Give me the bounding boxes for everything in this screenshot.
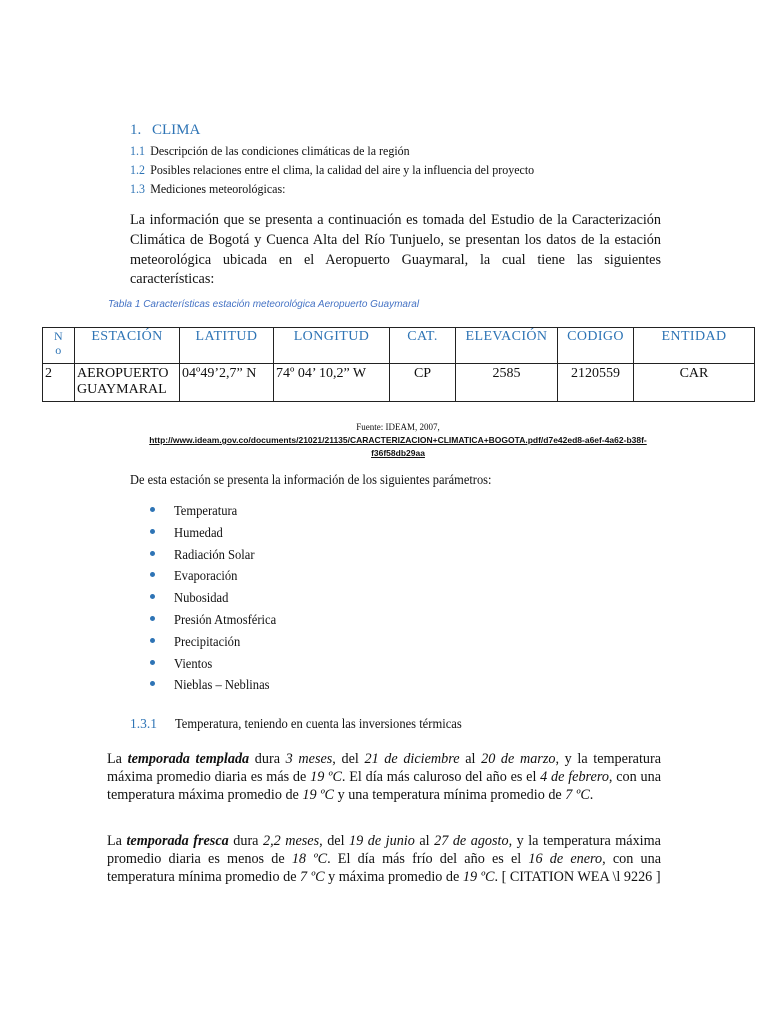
cell-entidad: CAR bbox=[634, 364, 755, 402]
section-number: 1. bbox=[130, 122, 142, 138]
bullet-icon bbox=[150, 594, 155, 599]
source-label: Fuente: IDEAM, 2007, bbox=[356, 422, 440, 432]
subsection-1-2 bbox=[130, 162, 534, 178]
bullet-icon bbox=[150, 638, 155, 643]
subsection-1-1 bbox=[130, 143, 410, 159]
intro-paragraph: La información que se presenta a continuación es tomada del Estudio de la Caracterización Climática de Bogotá y Cuenca Alta del Río Tunjuelo, se presentan los datos de la estación meteorológica ubicada en el Aeropuerto Guaymaral, la cual tiene las siguientes características: bbox=[130, 212, 661, 288]
table-source bbox=[42, 421, 754, 460]
header-cat: CAT. bbox=[390, 328, 456, 364]
header-latitud: LATITUD bbox=[180, 328, 274, 364]
subsection-1-3 bbox=[130, 181, 285, 197]
header-no: N o bbox=[43, 328, 75, 364]
header-elevacion: ELEVACIÓN bbox=[456, 328, 558, 364]
list-item: Nubosidad bbox=[150, 587, 284, 609]
list-item: Precipitación bbox=[150, 631, 284, 653]
subsection-text: Mediciones meteorológicas: bbox=[150, 181, 286, 196]
list-item: Temperatura bbox=[150, 500, 284, 522]
table-header-row bbox=[43, 328, 755, 364]
list-item: Evaporación bbox=[150, 565, 284, 587]
bullet-icon bbox=[150, 551, 155, 556]
table-row bbox=[43, 364, 755, 402]
parameters-intro: De esta estación se presenta la información de los siguientes parámetros: bbox=[130, 472, 492, 487]
subsection-text: Descripción de las condiciones climáticas de la región bbox=[150, 143, 410, 158]
cell-cat: CP bbox=[390, 364, 456, 402]
cell-longitud: 74º 04’ 10,2” W bbox=[274, 364, 390, 402]
header-estacion: ESTACIÓN bbox=[75, 328, 180, 364]
list-item: Radiación Solar bbox=[150, 544, 284, 566]
parameters-list bbox=[150, 500, 284, 696]
section-heading bbox=[130, 122, 200, 139]
source-link[interactable]: http://www.ideam.gov.co/documents/21021/21135/CARACTERIZACION+CLIMATICA+BOGOTA.pdf/d7e42ed8-a6ef-4a62-b38f- f36f58db29aa bbox=[149, 435, 647, 458]
bullet-icon bbox=[150, 529, 155, 534]
subsection-number: 1.3.1 bbox=[130, 716, 157, 731]
warm-season-paragraph: La temporada templada dura 3 meses, del 21 de diciembre al 20 de marzo, y la temperatura máxima promedio diaria es más de 19 ºC. El día más caluroso del año es el 4 de febrero, con una temperatura máxima promedio de 19 ºC y una temperatura mínima promedio de 7 ºC. bbox=[107, 751, 662, 804]
subsection-number: 1.2 bbox=[130, 162, 145, 177]
bullet-icon bbox=[150, 660, 155, 665]
subsection-number: 1.1 bbox=[130, 143, 145, 158]
bullet-icon bbox=[150, 681, 155, 686]
cell-no: 2 bbox=[43, 364, 75, 402]
subsection-number: 1.3 bbox=[130, 181, 145, 196]
list-item: Presión Atmosférica bbox=[150, 609, 284, 631]
cell-codigo: 2120559 bbox=[558, 364, 634, 402]
subsection-text: Temperatura, teniendo en cuenta las inversiones térmicas bbox=[175, 716, 462, 731]
cell-estacion: AEROPUERTO GUAYMARAL bbox=[75, 364, 180, 402]
bullet-icon bbox=[150, 572, 155, 577]
cell-elevacion: 2585 bbox=[456, 364, 558, 402]
header-codigo: CODIGO bbox=[558, 328, 634, 364]
section-title: CLIMA bbox=[152, 122, 201, 138]
subsection-1-3-1 bbox=[130, 716, 483, 732]
bullet-icon bbox=[150, 507, 155, 512]
cell-latitud: 04º49’2,7” N bbox=[180, 364, 274, 402]
cool-season-paragraph: La temporada fresca dura 2,2 meses, del 19 de junio al 27 de agosto, y la temperatura máxima promedio diaria es menos de 18 ºC. El día más frío del año es el 16 de enero, con una temperatura mínima promedio de 7 ºC y máxima promedio de 19 ºC. [ CITATION WEA \l 9226 ] bbox=[107, 833, 661, 886]
list-item: Nieblas – Neblinas bbox=[150, 674, 284, 696]
header-longitud: LONGITUD bbox=[274, 328, 390, 364]
list-item: Humedad bbox=[150, 522, 284, 544]
header-entidad: ENTIDAD bbox=[634, 328, 755, 364]
table-caption: Tabla 1 Características estación meteorológica Aeropuerto Guaymaral bbox=[108, 299, 420, 310]
list-item: Vientos bbox=[150, 653, 284, 675]
station-table bbox=[42, 327, 755, 402]
bullet-icon bbox=[150, 616, 155, 621]
subsection-text: Posibles relaciones entre el clima, la calidad del aire y la influencia del proyecto bbox=[150, 162, 535, 177]
